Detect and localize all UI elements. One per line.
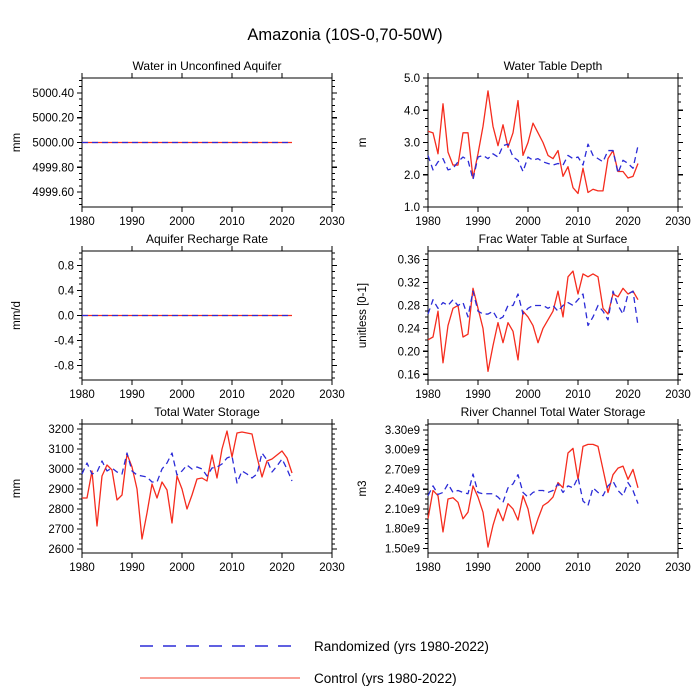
x-tick-label: 2020 <box>615 562 641 574</box>
y-tick-label: 3.0 <box>404 137 420 150</box>
y-tick-label: 5000.00 <box>32 137 74 150</box>
panel-water-in-unconfined-aquifer <box>0 56 354 248</box>
x-tick-label: 2030 <box>665 562 691 574</box>
panel-title: River Channel Total Water Storage <box>460 405 646 419</box>
x-tick-label: 2030 <box>665 216 691 228</box>
series-randomized-line <box>428 474 638 506</box>
y-tick-label: 1.0 <box>404 202 420 214</box>
y-axis-label: mm <box>11 478 23 499</box>
panel-title: Water Table Depth <box>503 59 603 73</box>
series-randomized-line <box>428 291 638 325</box>
plot-box <box>428 251 678 380</box>
legend-entry-control <box>140 662 600 694</box>
series-randomized-line <box>428 144 638 179</box>
series-control-line <box>428 91 638 194</box>
x-tick-label: 2020 <box>615 216 641 228</box>
x-tick-label: 2000 <box>169 389 195 401</box>
x-tick-label: 2030 <box>319 389 345 401</box>
panel-title: Total Water Storage <box>154 405 260 419</box>
x-tick-label: 1990 <box>465 389 491 401</box>
plot-box <box>428 424 678 553</box>
y-tick-label: 0.28 <box>397 300 420 313</box>
randomized-line-sample <box>140 644 300 648</box>
x-tick-label: 2000 <box>169 562 195 574</box>
x-tick-label: 2000 <box>169 216 195 228</box>
y-tick-label: 2800 <box>48 504 74 516</box>
y-tick-label: 0.20 <box>397 346 420 359</box>
x-tick-label: 1980 <box>69 562 95 574</box>
y-tick-label: 4.0 <box>404 105 420 118</box>
series-control-line <box>428 271 638 371</box>
series-control-line <box>428 444 638 547</box>
x-tick-label: 2010 <box>565 216 591 228</box>
x-tick-label: 2010 <box>565 389 591 401</box>
x-tick-label: 2010 <box>219 562 245 574</box>
y-tick-label: -0.4 <box>54 335 74 348</box>
panel-title: Aquifer Recharge Rate <box>145 232 269 246</box>
x-tick-label: 1980 <box>69 389 95 401</box>
y-axis-label: m3 <box>357 480 369 497</box>
panel-title: Frac Water Table at Surface <box>478 232 628 246</box>
x-tick-label: 2000 <box>515 389 541 401</box>
x-tick-label: 1990 <box>465 562 491 574</box>
y-tick-label: 0.24 <box>397 323 420 336</box>
x-tick-label: 2020 <box>269 216 295 228</box>
y-tick-label: 5.0 <box>404 73 420 85</box>
y-tick-label: 0.16 <box>397 369 420 382</box>
y-tick-label: 2600 <box>48 544 74 556</box>
panel-frac-water-table-at-surface <box>346 229 700 421</box>
y-tick-label: 3100 <box>48 444 74 456</box>
panel-aquifer-recharge-rate <box>0 229 354 421</box>
x-tick-label: 2010 <box>219 216 245 228</box>
y-tick-label: 0.0 <box>58 310 74 323</box>
x-tick-label: 2010 <box>219 389 245 401</box>
legend-entry-randomized <box>140 630 600 662</box>
panel-title: Water in Unconfined Aquifer <box>132 59 282 73</box>
x-tick-label: 1980 <box>415 389 441 401</box>
y-axis-label: m <box>357 137 369 148</box>
x-tick-label: 1990 <box>119 562 145 574</box>
figure-title: Amazonia (10S-0,70-50W) <box>247 26 443 44</box>
y-tick-label: 0.4 <box>58 285 74 298</box>
y-tick-label: 2.70e9 <box>384 464 420 477</box>
legend-label-randomized: Randomized (yrs 1980-2022) <box>314 638 489 654</box>
y-tick-label: 1.80e9 <box>384 523 420 536</box>
y-tick-label: 4999.60 <box>32 187 74 200</box>
series-control-line <box>82 431 292 539</box>
y-tick-label: 0.8 <box>58 260 74 273</box>
y-axis-label: mm/d <box>11 301 23 330</box>
y-tick-label: 1.50e9 <box>384 543 420 556</box>
y-tick-label: 2.40e9 <box>384 484 420 497</box>
x-tick-label: 2010 <box>565 562 591 574</box>
panel-river-channel-total-water-storage <box>346 402 700 594</box>
y-tick-label: 0.32 <box>397 277 420 290</box>
y-tick-label: 2700 <box>48 524 74 536</box>
y-tick-label: 2.0 <box>404 169 420 182</box>
x-tick-label: 1980 <box>415 216 441 228</box>
y-tick-label: 3200 <box>48 424 74 436</box>
y-tick-label: 3.00e9 <box>384 444 420 457</box>
plot-box <box>82 424 332 553</box>
y-tick-label: 3000 <box>48 464 74 476</box>
y-tick-label: 5000.20 <box>32 112 74 125</box>
x-tick-label: 1990 <box>465 216 491 228</box>
y-tick-label: 2.10e9 <box>384 503 420 516</box>
x-tick-label: 2000 <box>515 216 541 228</box>
x-tick-label: 1990 <box>119 216 145 228</box>
panel-total-water-storage <box>0 402 354 594</box>
legend-label-control: Control (yrs 1980-2022) <box>314 670 457 686</box>
plot-box <box>428 78 678 207</box>
x-tick-label: 2020 <box>269 389 295 401</box>
y-tick-label: 0.36 <box>397 254 420 267</box>
panel-water-table-depth <box>346 56 700 248</box>
x-tick-label: 2030 <box>319 216 345 228</box>
y-tick-label: -0.8 <box>54 360 74 373</box>
x-tick-label: 1980 <box>69 216 95 228</box>
y-tick-label: 3.30e9 <box>384 424 420 437</box>
y-axis-label: mm <box>11 132 23 153</box>
x-tick-label: 1990 <box>119 389 145 401</box>
y-tick-label: 5000.40 <box>32 87 74 100</box>
x-tick-label: 2020 <box>615 389 641 401</box>
x-tick-label: 2030 <box>319 562 345 574</box>
x-tick-label: 2000 <box>515 562 541 574</box>
y-tick-label: 4999.80 <box>32 162 74 175</box>
y-axis-label: unitless [0-1] <box>357 282 369 349</box>
legend <box>140 630 600 694</box>
x-tick-label: 1980 <box>415 562 441 574</box>
control-line-sample <box>140 676 300 680</box>
y-tick-label: 2900 <box>48 484 74 496</box>
x-tick-label: 2020 <box>269 562 295 574</box>
x-tick-label: 2030 <box>665 389 691 401</box>
